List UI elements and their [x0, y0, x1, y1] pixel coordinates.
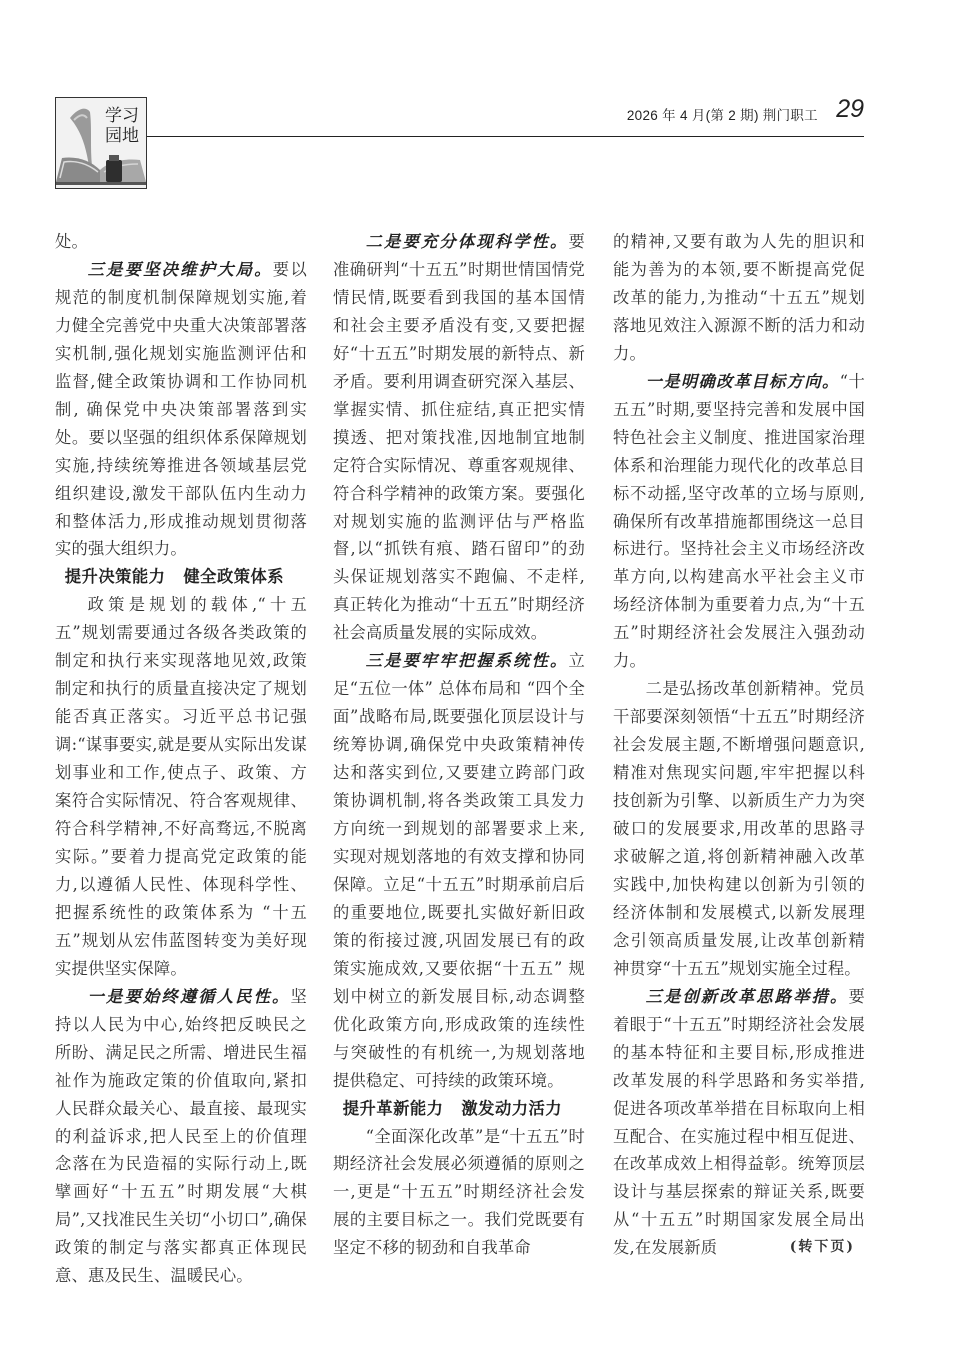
paragraph: 二是弘扬改革创新精神。党员干部要深刻领悟“十五五”时期经济社会发展主题,不断增强问题意识,精准对焦现实问题,牢牢把握以科技创新为引擎、以新质生产力为突破口的发展要求,用改革的思路寻求破解之道,将创新精神融入改革实践中,加快构建以创新为引领的经济体制和发展模式,以新发展理念引领高质量发展,让改革创新精神贯穿“十五五”规划实施全过程。 — [613, 679, 865, 978]
section-logo — [55, 97, 147, 189]
section-heading — [333, 1095, 585, 1123]
paragraph-body: “十五五”时期,要坚持完善和发展中国特色社会主义制度、推进国家治理体系和治理能力现代化的改革总目标不动摇,坚守改革的立场与原则,确保所有改革措施都围绕这一总目标进行。坚持社会主义市场经济改革方向,以构建高水平社会主义市场经济体制为重要着力点,为“十五五”时期经济社会发展注入强劲动力。 — [613, 371, 865, 671]
paragraph — [613, 368, 865, 675]
paragraph-body: 坚持以人民为中心,始终把反映民之所盼、满足民之所需、增进民生福祉作为施政定策的价值取向,紧扣人民群众最关心、最直接、最现实的利益诉求,把人民至上的价值理念落在为民造福的实际行动上,既擘画好“十五五”时期发展“大棋局”,又找准民生关切“小切口”,确保政策的制定与落实都真正体现民意、惠及民生、温暖民心。 — [55, 986, 307, 1286]
paragraph: 的精神,又要有敢为人先的胆识和能为善为的本领,要不断提高党促改革的能力,为推动“十五五”规划落地见效注入源源不断的活力和动力。 — [613, 232, 865, 363]
paragraph-body: 要以规范的制度机制保障规划实施,着力健全完善党中央重大决策部署落实机制,强化规划实施监测评估和监督,健全政策协调和工作协同机制, 确保党中央决策部署落到实处。要以坚强的组织体系保障规划实施,持续统筹推进各领域基层党组织建设,激发干部队伍内生动力和整体活力,形成推动规划贯彻落实的强大组织力。 — [55, 259, 307, 559]
paragraph — [333, 228, 585, 647]
paragraph: 处。 — [55, 232, 88, 251]
paragraph-lead: 二是要充分体现科学性。 — [365, 232, 569, 251]
logo-text — [105, 106, 141, 146]
paragraph — [55, 256, 307, 563]
heading-part: 健全政策体系 — [183, 567, 285, 587]
paragraph-body: 要着眼于“十五五”时期经济社会发展的基本特征和主要目标,形成推进改革发展的科学思路和务实举措,促进各项改革举措在目标取向上相互配合、在实施过程中相互促进、在改革成效上相得益彰。统筹顶层设计与基层探索的辩证关系,既要从“十五五”时期国家发展全局出发,在发展新质 — [613, 986, 865, 1258]
continued-marker[interactable]: (转下页) — [789, 1239, 855, 1256]
article-column-1 — [55, 228, 307, 1290]
paragraph: “全面深化改革”是“十五五”时期经济社会发展必须遵循的原则之一,更是“十五五”时期经济社会发展的主要目标之一。我们党既要有坚定不移的韧劲和自我革命 — [333, 1126, 585, 1258]
paragraph — [55, 983, 307, 1290]
heading-part: 激发动力活力 — [461, 1098, 563, 1118]
paragraph — [613, 983, 865, 1263]
heading-part: 提升决策能力 — [64, 567, 166, 587]
logo-line-1: 学习 — [105, 106, 139, 126]
paragraph-body: 立足“五位一体” 总体布局和 “四个全面”战略布局,既要强化顶层设计与统筹协调,确保党中央政策精神传达和落实到位,又要建立跨部门政策协调机制,将各类政策工具发力方向统一到规划的部署要求上来,实现对规划落地的有效支撑和协同保障。立足“十五五”时期承前启后的重要地位,既要扎实做好新旧政策的衔接过渡,巩固发展已有的政策实施成效,又要依据“十五五” 规划中树立的新发展目标,动态调整优化政策方向,形成政策的连续性与突破性的有机统一,为规划落地提供稳定、可持续的政策环境。 — [333, 651, 585, 1090]
paragraph: 政策是规划的载体,“十五五”规划需要通过各级各类政策的制定和执行来实现落地见效,政策制定和执行的质量直接决定了规划能否真正落实。习近平总书记强调:“谋事要实,就是要从实际出发谋划事业和工作,使点子、政策、方案符合实际情况、符合客观规律、符合科学精神,不好高骛远,不脱离实际。”要着力提高党定政策的能力,以遵循人民性、体现科学性、把握系统性的政策体系为 “十五五”规划从宏伟蓝图转变为美好现实提供坚实保障。 — [55, 595, 307, 978]
section-heading — [55, 563, 307, 591]
paragraph-body: 要准确研判“十五五”时期世情国情党情民情,既要看到我国的基本国情和社会主要矛盾没有变,又要把握好“十五五”时期发展的新特点、新矛盾。要利用调查研究深入基层、掌握实情、抓住症结,真正把实情摸透、把对策找准,因地制宜地制定符合实际情况、尊重客观规律、符合科学精神的政策方案。要强化对规划实施的监测评估与严格监督,以“抓铁有痕、踏石留印”的劲头保证规划落实不跑偏、不走样,真正转化为推动“十五五”时期经济社会高质量发展的实际成效。 — [333, 232, 585, 643]
article-column-2 — [333, 228, 585, 1262]
paragraph-lead: 一是明确改革目标方向。 — [645, 371, 840, 391]
paragraph-lead: 三是要牢牢把握系统性。 — [365, 651, 569, 671]
paragraph-lead: 一是要始终遵循人民性。 — [87, 986, 291, 1006]
paragraph — [333, 647, 585, 1094]
issue-info: 2026 年 4 月(第 2 期) 荆门职工 — [626, 108, 818, 123]
article-column-3 — [613, 228, 865, 1262]
header-rule — [147, 136, 864, 137]
page-number: 29 — [836, 95, 864, 123]
paragraph-lead: 三是创新改革思路举措。 — [645, 986, 849, 1006]
logo-line-2: 园地 — [105, 126, 139, 146]
heading-part: 提升革新能力 — [342, 1098, 444, 1118]
paragraph-lead: 三是要坚决维护大局。 — [87, 259, 273, 279]
